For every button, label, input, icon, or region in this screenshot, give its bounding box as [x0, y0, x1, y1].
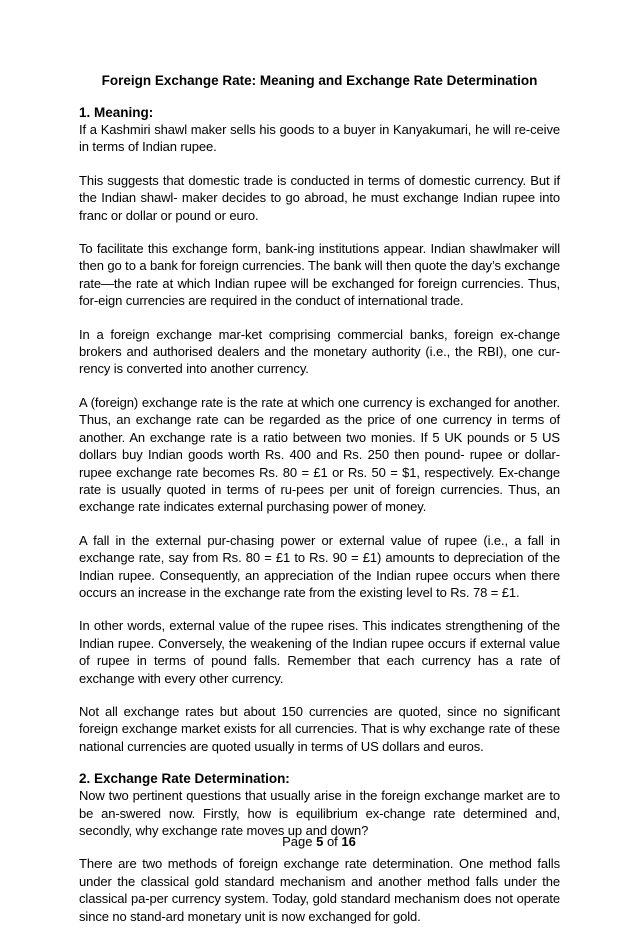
total-pages-number: 16 [341, 834, 356, 849]
current-page-number: 5 [316, 834, 324, 849]
paragraph: If a Kashmiri shawl maker sells his goods to a buyer in Kanyakumari, he will re-ceive in terms of Indian rupee. [79, 122, 560, 155]
page-footer [0, 833, 638, 850]
paragraph: This suggests that domestic trade is conducted in terms of domestic currency. But if the Indian shawl- maker decides to go abroad, he must exchange Indian rupee into franc or dollar or pound or euro. [79, 172, 560, 223]
paragraph: In other words, external value of the rupee rises. This indicates strengthening of the Indian rupee. Conversely, the weakening of the Indian rupee occurs if external value of rupee in terms of pound falls. Remember that each currency has a rate of exchange with every other currency. [79, 618, 560, 686]
paragraph: Not all exchange rates but about 150 currencies are quoted, since no significant foreign exchange market exists for all currencies. That is why exchange rate of these national currencies are quoted usually in terms of US dollars and euros. [79, 703, 560, 754]
paragraph: A (foreign) exchange rate is the rate at which one currency is exchanged for another. Thus, an exchange rate can be regarded as the price of one currency in terms of another. An exchange rate is a ratio between two monies. If 5 UK pounds or 5 US dollars buy Indian goods worth Rs. 400 and Rs. 250 then pound- rupee or dollar-rupee exchange rate becomes Rs. 80 = £1 or Rs. 50 = $1, respectively. Ex-change rate is usually quoted in terms of ru-pees per unit of foreign currencies. Thus, an exchange rate indicates external purchasing power of money. [79, 394, 560, 515]
paragraph: To facilitate this exchange form, bank-ing institutions appear. Indian shawlmaker will then go to a bank for foreign currencies. The bank will then quote the day’s exchange rate—the rate at which Indian rupee will be exchanged for foreign currencies. Thus, for-eign currencies are required in the conduct of international trade. [79, 241, 561, 309]
paragraph: Now two pertinent questions that usually arise in the foreign exchange market are to be an-swered now. Firstly, how is equilibrium ex-change rate determined and, secondly, why exchange rate moves up and down? [79, 788, 560, 838]
paragraph: A fall in the external pur-chasing power or external value of rupee (i.e., a fall in exchange rate, say from Rs. 80 = £1 to Rs. 90 = £1) amounts to depreciation of the Indian rupee. Consequently, an appreciation of the Indian rupee occurs when there occurs an increase in the exchange rate from the existing level to Rs. 78 = £1. [79, 532, 560, 600]
paragraph: There are two methods of foreign exchange rate determination. One method falls under the classical gold standard mechanism and another method falls under the classical pa-per currency system. Today, gold standard mechanism does not operate since no stand-ard monetary unit is now exchanged for gold. [79, 856, 560, 924]
document-page [79, 72, 560, 941]
paragraph: In a foreign exchange mar-ket comprising commercial banks, foreign ex-change brokers and authorised dealers and the monetary authority (i.e., the RBI), one cur-rency is converted into another currency. [79, 326, 560, 377]
page-label: Page [282, 834, 313, 849]
of-label: of [326, 834, 338, 849]
section-heading-meaning: 1. Meaning: [79, 105, 154, 120]
document-title: Foreign Exchange Rate: Meaning and Exchange Rate Determination [101, 73, 538, 88]
section-heading-determination: 2. Exchange Rate Determination: [79, 771, 290, 787]
